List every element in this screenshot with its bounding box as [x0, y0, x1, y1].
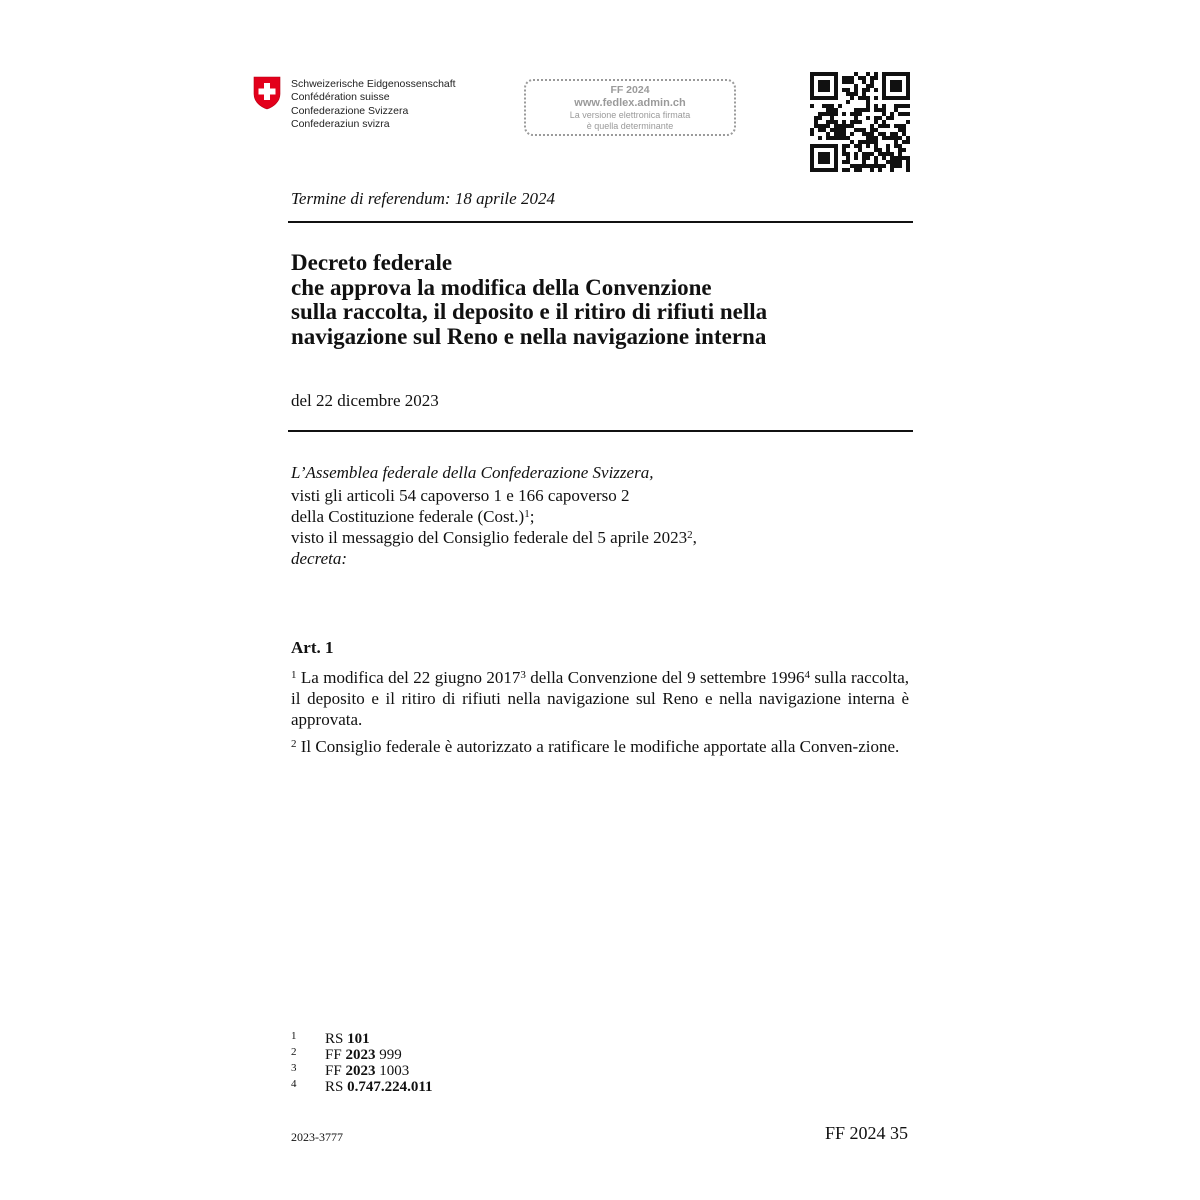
preamble-line-end: ; [529, 507, 535, 526]
divider-bottom [288, 430, 913, 432]
footnote-suffix: 999 [375, 1047, 402, 1063]
footnote-prefix: RS [325, 1079, 348, 1095]
paragraph-text: La modifica del 22 giugno 2017 [296, 668, 521, 687]
confederation-name-fr: Confédération suisse [291, 91, 390, 104]
footnote-prefix: FF [325, 1063, 346, 1079]
footnote-bold: 0.747.224.011 [347, 1079, 433, 1095]
stamp-note-line2: è quella determinante [586, 121, 674, 131]
confederation-name-rm: Confederaziun svizra [291, 118, 390, 131]
footnote-text[interactable] [325, 1063, 409, 1079]
decree-date: del 22 dicembre 2023 [291, 391, 439, 410]
title-line: sulla raccolta, il deposito e il ritiro di rifiuti nella [291, 299, 768, 324]
footnote-number: 3 [291, 1062, 297, 1074]
footnote-text[interactable] [325, 1047, 402, 1063]
stamp-note-line1: La versione elettronica firmata [569, 110, 691, 120]
footnote-prefix: FF [325, 1047, 346, 1063]
preamble-line [291, 527, 911, 548]
footnote-number: 2 [291, 1046, 297, 1058]
footnote-bold: 2023 [345, 1047, 376, 1063]
confederation-names [291, 78, 456, 132]
divider-top [288, 221, 913, 223]
document-number: 2023-3777 [291, 1130, 343, 1144]
footnote-ref[interactable]: 2 [687, 529, 693, 541]
footnote-prefix: RS [325, 1031, 348, 1047]
preamble-line-text: della Costituzione federale (Cost.) [291, 507, 525, 526]
electronic-signature-stamp [524, 79, 736, 136]
preamble-decreta: decreta: [291, 549, 348, 568]
title-line: che approva la modifica della Convenzione [291, 274, 712, 300]
paragraph-text: Il Consiglio federale è autorizzato a ratificare le modifiche apportate alla Conven-zione. [296, 737, 900, 756]
footnote-text[interactable] [325, 1031, 370, 1047]
title-line: Decreto federale [291, 250, 453, 275]
decree-title [291, 251, 911, 349]
qr-code-icon [810, 72, 910, 172]
article-paragraph-2 [291, 736, 909, 757]
footnote-bold: 2023 [345, 1063, 376, 1079]
referendum-deadline: Termine di referendum: 18 aprile 2024 [291, 189, 555, 208]
paragraph-number: 2 [291, 738, 297, 750]
paragraph-number: 1 [291, 669, 297, 681]
preamble [291, 462, 911, 569]
footnote-number: 4 [291, 1078, 297, 1090]
stamp-website: www.fedlex.admin.ch [574, 97, 686, 109]
preamble-line-text: visto il messaggio del Consiglio federale del 5 aprile 2023 [291, 528, 688, 547]
footnote-ref[interactable]: 3 [520, 669, 526, 681]
footnote-bold: 101 [347, 1031, 370, 1047]
preamble-line [291, 506, 911, 527]
preamble-assembly: L’Assemblea federale della Confederazione Svizzera, [291, 463, 654, 482]
swiss-coat-of-arms-icon [252, 76, 282, 110]
footnote-number: 1 [291, 1030, 297, 1042]
title-line: navigazione sul Reno e nella navigazione interna [291, 323, 767, 349]
article-heading: Art. 1 [291, 638, 334, 657]
paragraph-text: della Convenzione del 9 settembre 1996 [525, 668, 805, 687]
preamble-line: visti gli articoli 54 capoverso 1 e 166 capoverso 2 [291, 486, 630, 505]
confederation-name-it: Confederazione Svizzera [291, 104, 409, 117]
article-paragraph-1 [291, 667, 909, 730]
footnote-ref[interactable]: 4 [804, 669, 810, 681]
paragraph-text: sulla raccolta, il deposito e il ritiro di rifiuti nella navigazione sul Reno e nella navigazione interna è approvata. [291, 668, 909, 729]
page-reference: FF 2024 35 [824, 1123, 908, 1143]
footnote-suffix: 1003 [375, 1063, 410, 1079]
footnote-text[interactable] [325, 1079, 433, 1095]
footnote-ref[interactable]: 1 [524, 508, 530, 520]
preamble-line-end: , [692, 528, 697, 547]
confederation-name-de: Schweizerische Eidgenossenschaft [291, 78, 456, 90]
stamp-ff-reference: FF 2024 [610, 84, 650, 96]
